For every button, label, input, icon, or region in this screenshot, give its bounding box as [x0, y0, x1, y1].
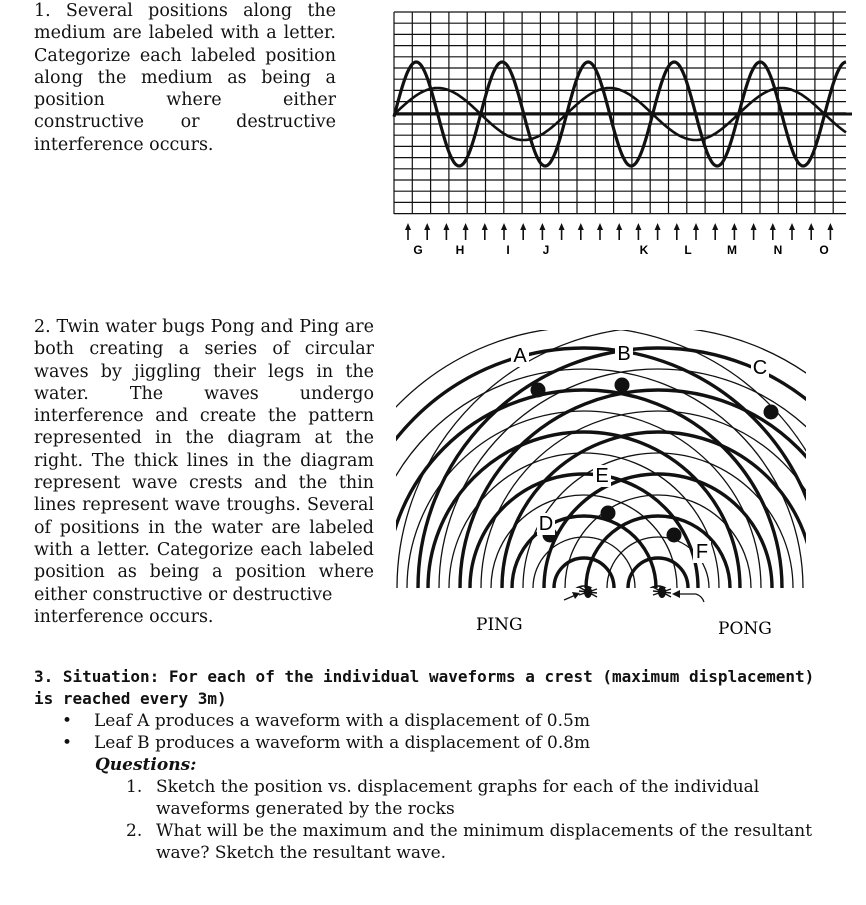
- position-labels: [413, 243, 828, 257]
- crest-arc: [628, 558, 688, 618]
- arrow-head: [424, 223, 430, 230]
- point-label-a: A: [513, 345, 527, 367]
- position-arrows: [405, 223, 833, 240]
- ping-bug-icon: [579, 586, 597, 598]
- arrow-head: [635, 223, 641, 230]
- arrow-head: [443, 223, 449, 230]
- position-label-m: M: [727, 243, 737, 257]
- point-label-e: E: [595, 465, 609, 487]
- point-f-dot: [667, 528, 682, 543]
- questions-list: [34, 776, 834, 864]
- arrow-head: [712, 223, 718, 230]
- position-label-j: J: [542, 243, 550, 257]
- question-item: [126, 820, 834, 864]
- arrow-head: [501, 223, 507, 230]
- trough-arc: [407, 411, 761, 650]
- arrow-head: [827, 223, 833, 230]
- position-label-g: G: [413, 243, 423, 257]
- arrow-head: [482, 223, 488, 230]
- arrow-head: [520, 223, 526, 230]
- pong-arrow-head: [672, 590, 680, 598]
- arrow-head: [808, 223, 814, 230]
- question-2-body: 2. Twin water bugs Pong and Ping are both creating a series of circular waves by jiggling their legs in the water. The waves undergo interference and create the pattern represented in the diagram at the right. The thick lines in the diagram represent wave crests and the thin lines represent wave troughs. Several of positions in the water are labeled with a letter. Categorize each labeled position as being a position where either constructive or destructive: [34, 317, 374, 605]
- arrow-head: [789, 223, 795, 230]
- point-label-c: C: [752, 357, 768, 379]
- crest-arc: [554, 558, 614, 618]
- point-label-d: D: [538, 513, 554, 535]
- leaf-a-item: • Leaf A produces a waveform with a displacement of 0.5m: [34, 710, 834, 732]
- point-e-dot: [601, 506, 616, 521]
- arrow-head: [597, 223, 603, 230]
- position-label-k: K: [639, 243, 649, 257]
- circular-waves: [396, 330, 806, 650]
- question-text: Sketch the position vs. displacement graphs for each of the individual waveforms generated by the rocks: [156, 777, 760, 819]
- arrow-head: [674, 223, 680, 230]
- leaf-list: [34, 710, 834, 754]
- arrow-head: [693, 223, 699, 230]
- questions-header: Questions:: [95, 755, 197, 775]
- section-3: [34, 666, 834, 864]
- position-label-i: I: [506, 243, 510, 257]
- pong-label: PONG: [718, 619, 772, 639]
- wave-curves: [394, 62, 852, 166]
- point-a-dot: [531, 383, 546, 398]
- pong-bug-icon: [653, 586, 671, 598]
- question-number: 2.: [126, 821, 143, 841]
- question-item: [126, 776, 834, 820]
- arrow-head: [655, 223, 661, 230]
- situation-text: 3. Situation: For each of the individual waveforms a crest (maximum displacement) is reached every 3m): [34, 667, 815, 708]
- position-label-o: O: [819, 243, 829, 257]
- wave-interference-figure: [386, 8, 852, 258]
- point-b-dot: [615, 378, 630, 393]
- arrow-head: [578, 223, 584, 230]
- arrow-head: [405, 223, 411, 230]
- question-1-text: 1. Several positions along the medium are labeled with a letter. Categorize each labeled position along the medium as being a position where either constructive or destructive interference occurs.: [34, 1, 336, 155]
- question-2-text: [34, 316, 374, 628]
- leaf-b-item: • Leaf B produces a waveform with a displacement of 0.8m: [34, 732, 834, 754]
- ping-label: PING: [476, 615, 523, 635]
- arrow-head: [559, 223, 565, 230]
- pong-arrow-tail: [696, 594, 704, 602]
- arrow-head: [539, 223, 545, 230]
- arrow-head: [751, 223, 757, 230]
- arrow-head: [616, 223, 622, 230]
- water-bugs: [564, 586, 704, 602]
- question-text: What will be the maximum and the minimum displacements of the resultant wave? Sketch the resultant wave.: [156, 821, 813, 863]
- point-label-b: B: [617, 343, 631, 365]
- arrow-head: [731, 223, 737, 230]
- position-label-h: H: [455, 243, 465, 257]
- position-label-l: L: [684, 243, 692, 257]
- arrow-head: [463, 223, 469, 230]
- point-c-dot: [764, 405, 779, 420]
- arrow-head: [770, 223, 776, 230]
- question-number: 1.: [126, 777, 143, 797]
- question-2-last-line: interference occurs.: [34, 606, 214, 627]
- point-label-f: F: [695, 541, 709, 563]
- ping-pong-interference-figure: [396, 330, 806, 650]
- position-label-n: N: [773, 243, 783, 257]
